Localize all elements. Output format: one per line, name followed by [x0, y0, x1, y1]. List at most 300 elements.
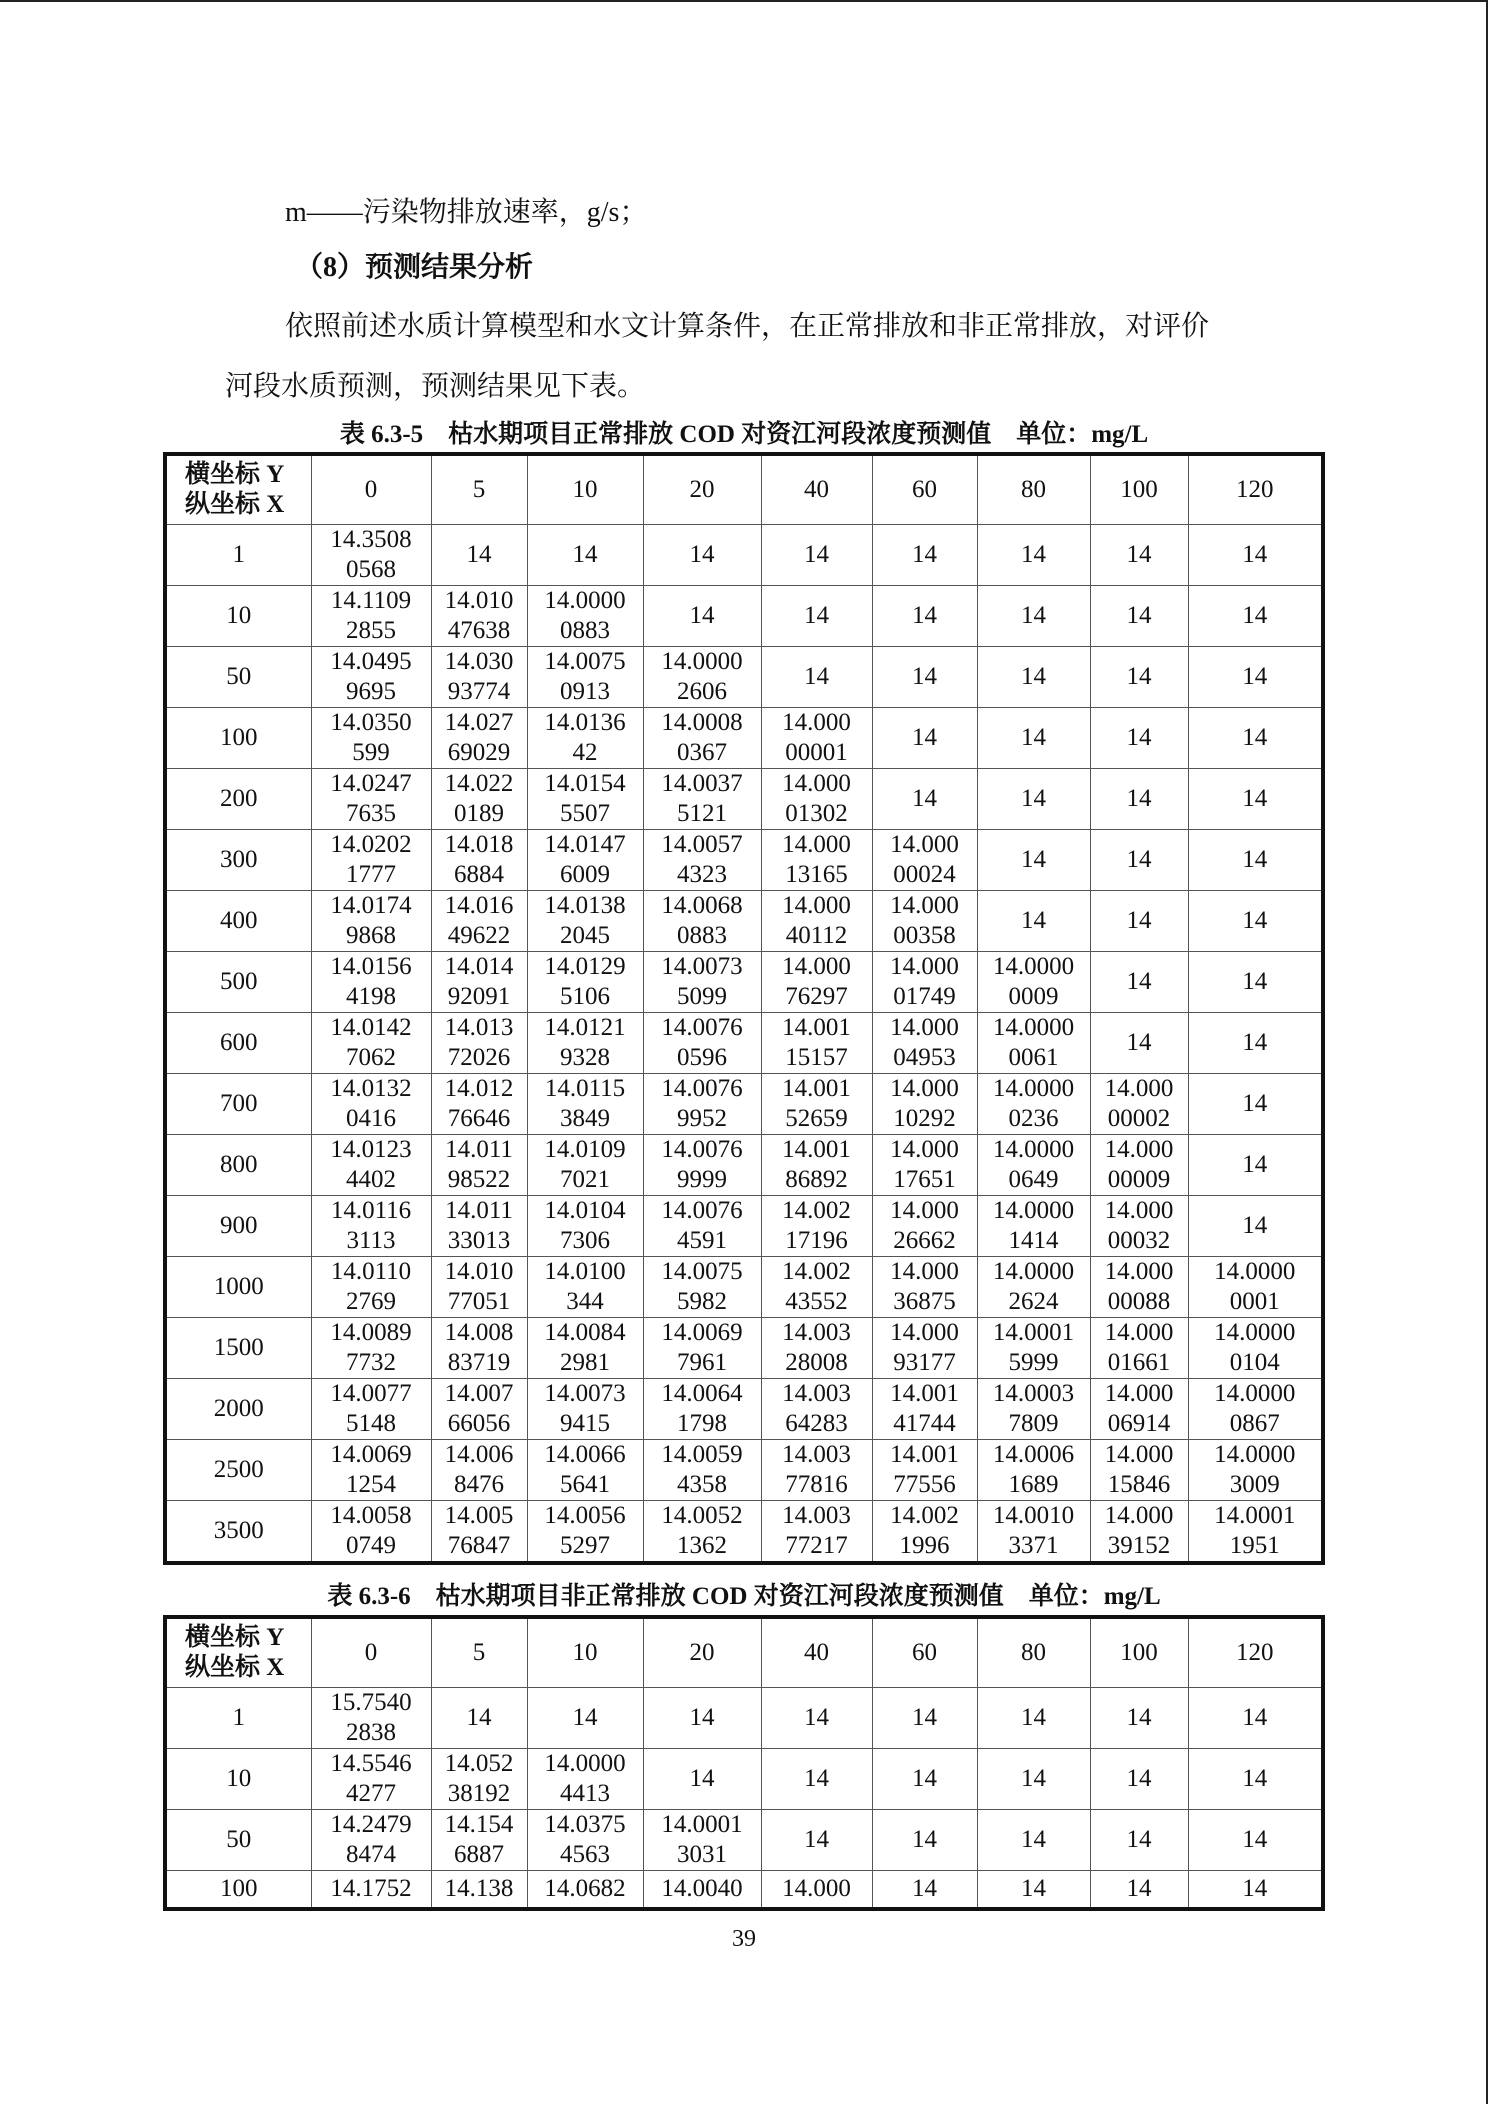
- cell-value: 14.0147 6009: [544, 831, 626, 888]
- data-cell: [1188, 952, 1323, 1013]
- cell-value: 14: [1242, 602, 1268, 629]
- data-cell: [431, 1810, 527, 1871]
- cell-value: 14.000 01749: [890, 953, 959, 1010]
- data-cell: [311, 1688, 431, 1749]
- data-cell: [643, 1688, 761, 1749]
- table-row: [165, 1074, 1323, 1135]
- cell-value: 14: [1126, 724, 1152, 751]
- cell-value: 14: [1242, 663, 1268, 690]
- cell-value: 14: [689, 602, 715, 629]
- corner-header-cell: [165, 1617, 311, 1688]
- data-cell: [761, 891, 872, 952]
- cell-value: 14.000 00001: [782, 709, 851, 766]
- cell-value: 14.0075 5982: [661, 1258, 743, 1315]
- cell-value: 14.006 8476: [444, 1441, 514, 1498]
- cell-value: 14.0001 1951: [1214, 1502, 1296, 1559]
- data-cell: [1090, 647, 1188, 708]
- cell-value: 14: [1021, 1704, 1046, 1731]
- cell-value: 14.5546 4277: [330, 1750, 412, 1807]
- cell-value: 14.003 64283: [782, 1380, 851, 1437]
- data-cell: [872, 1749, 977, 1810]
- cell-value: 14: [1242, 1212, 1268, 1239]
- cell-value: 14: [1242, 1029, 1268, 1056]
- data-cell: [527, 891, 643, 952]
- cell-value: 14.0069 7961: [661, 1319, 743, 1376]
- table-normal-discharge: [163, 452, 1325, 1565]
- cell-value: 14.0129 5106: [544, 953, 626, 1010]
- cell-value: 14: [912, 1765, 937, 1792]
- cell-value: 14: [1021, 1765, 1046, 1792]
- cell-value: 14.018 6884: [444, 831, 514, 888]
- header-row: [165, 454, 1323, 525]
- data-cell: [643, 1379, 761, 1440]
- cell-value: 14.0000 2606: [661, 648, 743, 705]
- cell-value: 14.012 76646: [444, 1075, 514, 1132]
- column-header: 40: [761, 454, 872, 525]
- cell-value: 14: [1021, 541, 1046, 568]
- cell-value: 14: [1021, 785, 1046, 812]
- data-cell: [977, 830, 1090, 891]
- cell-value: 14.016 49622: [444, 892, 514, 949]
- data-cell: [311, 830, 431, 891]
- column-header: 60: [872, 1617, 977, 1688]
- table-row: [165, 1440, 1323, 1501]
- data-cell: [311, 586, 431, 647]
- table-row: [165, 1810, 1323, 1871]
- data-cell: [311, 1749, 431, 1810]
- cell-value: 14: [1021, 907, 1046, 934]
- cell-value: 14.027 69029: [444, 709, 514, 766]
- column-header: 10: [527, 454, 643, 525]
- data-cell: [761, 830, 872, 891]
- cell-value: 14.000 40112: [782, 892, 851, 949]
- data-cell: [431, 1196, 527, 1257]
- y-axis-label: 横坐标 Y: [185, 461, 285, 488]
- data-cell: [977, 1257, 1090, 1318]
- cell-value: 14: [1126, 1765, 1152, 1792]
- data-cell: [1188, 1379, 1323, 1440]
- data-cell: [527, 1013, 643, 1074]
- cell-value: 14.022 0189: [444, 770, 514, 827]
- data-cell: [872, 1810, 977, 1871]
- cell-value: 15.7540 2838: [330, 1689, 412, 1746]
- cell-value: 14: [1021, 846, 1046, 873]
- table-row: [165, 1318, 1323, 1379]
- cell-value: 14.010 77051: [444, 1258, 514, 1315]
- cell-value: 14.0069 1254: [330, 1441, 412, 1498]
- cell-value: 14.0495 9695: [330, 648, 412, 705]
- table-caption-6-3-5: 表 6.3-5 枯水期项目正常排放 COD 对资江河段浓度预测值 单位：mg/L: [339, 421, 1149, 448]
- data-cell: [977, 1074, 1090, 1135]
- data-cell: [872, 647, 977, 708]
- table-row: [165, 708, 1323, 769]
- data-cell: [1090, 1196, 1188, 1257]
- cell-value: 14.0000 0104: [1214, 1319, 1296, 1376]
- column-header: 40: [761, 1617, 872, 1688]
- cell-value: 14.001 86892: [782, 1136, 851, 1193]
- cell-value: 14.0154 5507: [544, 770, 626, 827]
- data-cell: [872, 1440, 977, 1501]
- cell-value: 14.0000 0061: [992, 1014, 1075, 1071]
- cell-value: 14: [804, 663, 829, 690]
- cell-value: 14.000 00009: [1104, 1136, 1174, 1193]
- column-header: 60: [872, 454, 977, 525]
- data-cell: [1188, 891, 1323, 952]
- cell-value: 14.002 17196: [782, 1197, 851, 1254]
- cell-value: 14.0006 1689: [992, 1441, 1075, 1498]
- data-cell: [431, 1749, 527, 1810]
- data-cell: [527, 708, 643, 769]
- cell-value: 14.000 17651: [890, 1136, 959, 1193]
- data-cell: [643, 647, 761, 708]
- cell-value: 14.0202 1777: [330, 831, 412, 888]
- data-cell: [1188, 708, 1323, 769]
- cell-value: 14: [1242, 1151, 1268, 1178]
- data-cell: [1090, 1257, 1188, 1318]
- data-cell: [761, 1501, 872, 1564]
- data-cell: [761, 1257, 872, 1318]
- data-cell: [977, 1135, 1090, 1196]
- cell-value: 14.007 66056: [444, 1380, 514, 1437]
- data-cell: [643, 1257, 761, 1318]
- cell-value: 14: [1021, 1826, 1046, 1853]
- data-cell: [527, 1501, 643, 1564]
- cell-value: 14.000 04953: [890, 1014, 959, 1071]
- data-cell: [872, 1318, 977, 1379]
- data-cell: [1188, 1871, 1323, 1910]
- column-header: 120: [1188, 1617, 1323, 1688]
- data-cell: [977, 769, 1090, 830]
- data-cell: [643, 1135, 761, 1196]
- data-cell: [1188, 647, 1323, 708]
- data-cell: [527, 1196, 643, 1257]
- data-cell: [527, 769, 643, 830]
- cell-value: 14.1752: [330, 1875, 412, 1902]
- cell-value: 14.0104 7306: [544, 1197, 626, 1254]
- data-cell: [643, 830, 761, 891]
- cell-value: 14: [689, 1704, 715, 1731]
- data-cell: [431, 1318, 527, 1379]
- data-cell: [761, 1749, 872, 1810]
- data-cell: [761, 525, 872, 586]
- cell-value: 14: [804, 541, 829, 568]
- cell-value: 14.0375 4563: [544, 1811, 626, 1868]
- cell-value: 14.000 01661: [1104, 1319, 1174, 1376]
- cell-value: 14.000 00032: [1104, 1197, 1174, 1254]
- cell-value: 14.154 6887: [444, 1811, 514, 1868]
- cell-value: 14.001 41744: [890, 1380, 959, 1437]
- body-paragraph-line-2: 河段水质预测，预测结果见下表。: [225, 371, 646, 402]
- cell-value: 14.0057 4323: [661, 831, 743, 888]
- cell-value: 14.005 76847: [444, 1502, 514, 1559]
- table-row: [165, 1379, 1323, 1440]
- data-cell: [1188, 1074, 1323, 1135]
- cell-value: 14.003 77217: [782, 1502, 851, 1559]
- cell-value: 14.014 92091: [444, 953, 514, 1010]
- data-cell: [872, 1871, 977, 1910]
- data-cell: [761, 1135, 872, 1196]
- cell-value: 14.0123 4402: [330, 1136, 412, 1193]
- data-cell: [527, 1074, 643, 1135]
- page-top-border: [0, 0, 1488, 2]
- cell-value: 14.0076 4591: [661, 1197, 743, 1254]
- cell-value: 14.0115 3849: [544, 1075, 626, 1132]
- data-cell: [872, 1074, 977, 1135]
- data-cell: [1188, 1135, 1323, 1196]
- cell-value: 14.0076 0596: [661, 1014, 743, 1071]
- column-header: 5: [431, 454, 527, 525]
- data-cell: [761, 952, 872, 1013]
- data-cell: [527, 1440, 643, 1501]
- page-number: 39: [732, 1926, 756, 1952]
- data-cell: [431, 586, 527, 647]
- cell-value: 14.0056 5297: [544, 1502, 626, 1559]
- data-cell: [1090, 830, 1188, 891]
- cell-value: 14.0068 0883: [661, 892, 743, 949]
- data-cell: [977, 1688, 1090, 1749]
- table-row: [165, 1196, 1323, 1257]
- cell-value: 14.030 93774: [444, 648, 514, 705]
- data-cell: [977, 1749, 1090, 1810]
- row-header-cell: 700: [165, 1074, 311, 1135]
- cell-value: 14.2479 8474: [330, 1811, 412, 1868]
- cell-value: 14.002 1996: [890, 1502, 959, 1559]
- data-cell: [431, 1501, 527, 1564]
- data-cell: [527, 1749, 643, 1810]
- cell-value: 14: [912, 541, 937, 568]
- data-cell: [1090, 1501, 1188, 1564]
- cell-value: 14: [1126, 846, 1152, 873]
- data-cell: [311, 1196, 431, 1257]
- row-header-cell: 800: [165, 1135, 311, 1196]
- data-cell: [872, 1688, 977, 1749]
- data-cell: [1090, 1013, 1188, 1074]
- data-cell: [1188, 1688, 1323, 1749]
- data-cell: [1188, 586, 1323, 647]
- data-cell: [643, 1810, 761, 1871]
- table-abnormal-discharge: [163, 1615, 1325, 1911]
- data-cell: [761, 647, 872, 708]
- cell-value: 14.3508 0568: [330, 526, 412, 583]
- cell-value: 14.0003 7809: [992, 1380, 1075, 1437]
- cell-value: 14.0052 1362: [661, 1502, 743, 1559]
- cell-value: 14: [1126, 1029, 1152, 1056]
- column-header: 80: [977, 1617, 1090, 1688]
- cell-value: 14: [1126, 1704, 1152, 1731]
- data-cell: [311, 1074, 431, 1135]
- y-axis-label: 横坐标 Y: [185, 1624, 285, 1651]
- data-cell: [527, 525, 643, 586]
- data-cell: [431, 1257, 527, 1318]
- x-axis-label: 纵坐标 X: [185, 491, 285, 518]
- cell-value: 14.000: [782, 1875, 851, 1902]
- body-paragraph-line-1: 依照前述水质计算模型和水文计算条件，在正常排放和非正常排放，对评价: [285, 311, 1210, 342]
- table-row: [165, 1871, 1323, 1910]
- cell-value: 14.0001 5999: [992, 1319, 1075, 1376]
- cell-value: 14.0077 5148: [330, 1380, 412, 1437]
- data-cell: [431, 1871, 527, 1910]
- cell-value: 14.0156 4198: [330, 953, 412, 1010]
- data-cell: [527, 1688, 643, 1749]
- data-cell: [311, 952, 431, 1013]
- cell-value: 14: [466, 1704, 492, 1731]
- cell-value: 14: [912, 663, 937, 690]
- data-cell: [527, 952, 643, 1013]
- cell-value: 14.0076 9952: [661, 1075, 743, 1132]
- cell-value: 14: [912, 1704, 937, 1731]
- cell-value: 14.003 77816: [782, 1441, 851, 1498]
- data-cell: [643, 1440, 761, 1501]
- table-row: [165, 525, 1323, 586]
- column-header: 120: [1188, 454, 1323, 525]
- table-row: [165, 1688, 1323, 1749]
- column-header: 5: [431, 1617, 527, 1688]
- cell-value: 14.0000 2624: [992, 1258, 1075, 1315]
- table-row: [165, 891, 1323, 952]
- data-cell: [1188, 1013, 1323, 1074]
- data-cell: [872, 769, 977, 830]
- data-cell: [431, 1440, 527, 1501]
- cell-value: 14.0000 0001: [1214, 1258, 1296, 1315]
- data-cell: [431, 708, 527, 769]
- cell-value: 14: [804, 1765, 829, 1792]
- cell-value: 14: [1242, 1765, 1268, 1792]
- data-cell: [431, 830, 527, 891]
- cell-value: 14.000 00024: [890, 831, 959, 888]
- data-cell: [311, 1135, 431, 1196]
- data-cell: [311, 1501, 431, 1564]
- cell-value: 14: [1126, 785, 1152, 812]
- cell-value: 14: [912, 602, 937, 629]
- data-cell: [761, 1440, 872, 1501]
- data-cell: [761, 1013, 872, 1074]
- row-header-cell: 50: [165, 647, 311, 708]
- cell-value: 14.000 36875: [890, 1258, 959, 1315]
- cell-value: 14.0001 3031: [661, 1811, 743, 1868]
- cell-value: 14.013 72026: [444, 1014, 514, 1071]
- cell-value: 14.0110 2769: [330, 1258, 412, 1315]
- data-cell: [761, 1379, 872, 1440]
- cell-value: 14.0350 599: [330, 709, 412, 766]
- data-cell: [643, 586, 761, 647]
- data-cell: [761, 1810, 872, 1871]
- data-cell: [872, 891, 977, 952]
- data-cell: [977, 1440, 1090, 1501]
- data-cell: [1188, 1810, 1323, 1871]
- column-header: 80: [977, 454, 1090, 525]
- cell-value: 14.011 98522: [445, 1136, 513, 1193]
- row-header-cell: 300: [165, 830, 311, 891]
- data-cell: [977, 1196, 1090, 1257]
- data-cell: [643, 1871, 761, 1910]
- cell-value: 14.0075 0913: [544, 648, 626, 705]
- row-header-cell: 1000: [165, 1257, 311, 1318]
- row-header-cell: 100: [165, 1871, 311, 1910]
- data-cell: [643, 769, 761, 830]
- cell-value: 14.000 76297: [782, 953, 851, 1010]
- data-cell: [527, 1810, 643, 1871]
- table-row: [165, 586, 1323, 647]
- data-cell: [1090, 891, 1188, 952]
- cell-value: 14.0000 0009: [992, 953, 1075, 1010]
- cell-value: 14.0040: [661, 1875, 743, 1902]
- data-cell: [311, 1871, 431, 1910]
- table-row: [165, 1135, 1323, 1196]
- cell-value: 14.000 01302: [782, 770, 851, 827]
- cell-value: 14.0000 4413: [544, 1750, 626, 1807]
- cell-value: 14.008 83719: [444, 1319, 514, 1376]
- cell-value: 14.000 00002: [1104, 1075, 1174, 1132]
- table-row: [165, 952, 1323, 1013]
- cell-value: 14.0000 0649: [992, 1136, 1075, 1193]
- cell-value: 14.000 26662: [890, 1197, 959, 1254]
- cell-value: 14.0064 1798: [661, 1380, 743, 1437]
- data-cell: [1090, 708, 1188, 769]
- cell-value: 14: [1242, 724, 1268, 751]
- data-cell: [431, 1074, 527, 1135]
- cell-value: 14: [1242, 968, 1268, 995]
- row-header-cell: 10: [165, 586, 311, 647]
- cell-value: 14: [689, 541, 715, 568]
- cell-value: 14.0059 4358: [661, 1441, 743, 1498]
- cell-value: 14.0682: [544, 1875, 626, 1902]
- data-cell: [1090, 1810, 1188, 1871]
- data-cell: [1090, 1074, 1188, 1135]
- cell-value: 14.0136 42: [544, 709, 626, 766]
- column-header: 20: [643, 454, 761, 525]
- cell-value: 14: [1242, 1875, 1268, 1902]
- data-cell: [431, 1135, 527, 1196]
- data-cell: [311, 1379, 431, 1440]
- data-cell: [527, 647, 643, 708]
- data-cell: [761, 586, 872, 647]
- cell-value: 14: [572, 1704, 598, 1731]
- cell-value: 14: [466, 541, 492, 568]
- data-cell: [643, 1749, 761, 1810]
- data-cell: [977, 708, 1090, 769]
- cell-value: 14.0073 9415: [544, 1380, 626, 1437]
- cell-value: 14.000 15846: [1104, 1441, 1174, 1498]
- data-cell: [1188, 830, 1323, 891]
- data-cell: [977, 525, 1090, 586]
- cell-value: 14.0000 3009: [1214, 1441, 1296, 1498]
- cell-value: 14.000 93177: [890, 1319, 959, 1376]
- data-cell: [761, 769, 872, 830]
- x-axis-label: 纵坐标 X: [185, 1654, 285, 1681]
- cell-value: 14: [1126, 663, 1152, 690]
- cell-value: 14.0000 0867: [1214, 1380, 1296, 1437]
- table-row: [165, 1749, 1323, 1810]
- data-cell: [1090, 1135, 1188, 1196]
- row-header-cell: 400: [165, 891, 311, 952]
- row-header-cell: 1: [165, 1688, 311, 1749]
- cell-value: 14: [1242, 846, 1268, 873]
- data-cell: [977, 1379, 1090, 1440]
- row-header-cell: 3500: [165, 1501, 311, 1564]
- data-cell: [1090, 525, 1188, 586]
- data-cell: [643, 525, 761, 586]
- cell-value: 14.0138 2045: [544, 892, 626, 949]
- cell-value: 14: [804, 602, 829, 629]
- data-cell: [431, 1379, 527, 1440]
- data-cell: [761, 1871, 872, 1910]
- row-header-cell: 50: [165, 1810, 311, 1871]
- cell-value: 14.0247 7635: [330, 770, 412, 827]
- cell-value: 14.0174 9868: [330, 892, 412, 949]
- data-cell: [311, 1257, 431, 1318]
- cell-value: 14.003 28008: [782, 1319, 851, 1376]
- data-cell: [1090, 1440, 1188, 1501]
